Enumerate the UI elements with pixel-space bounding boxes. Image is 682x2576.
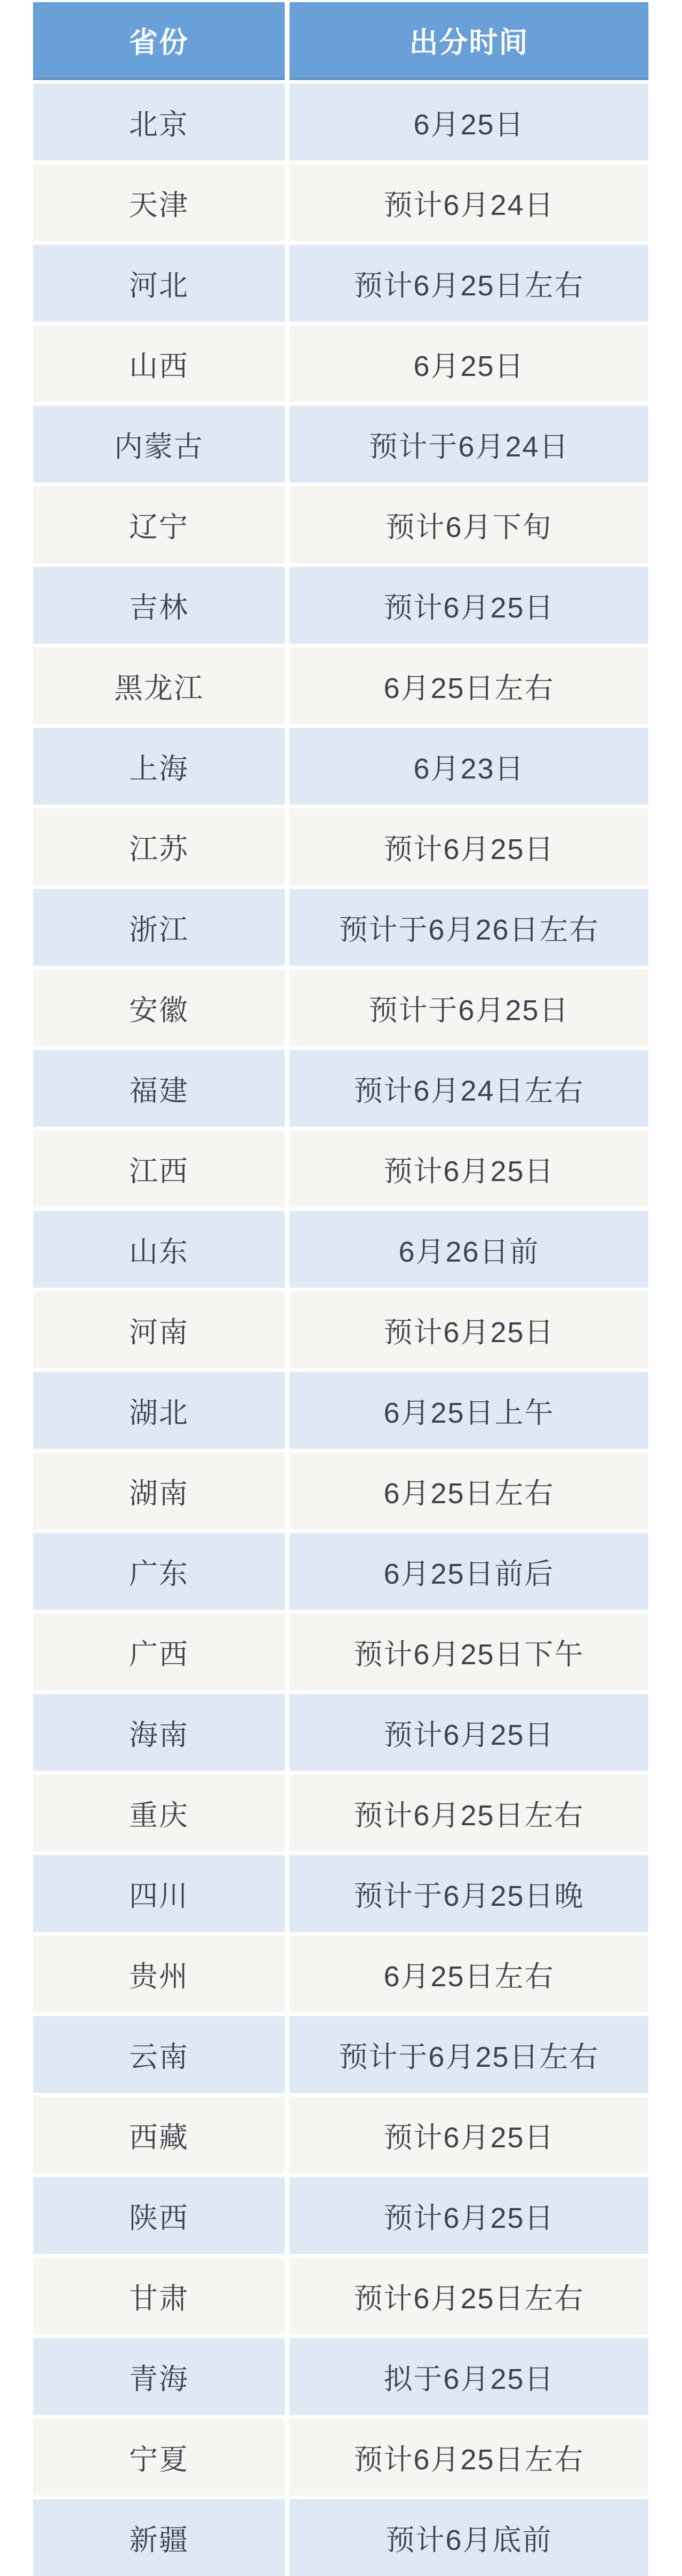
province-cell: 江西 — [33, 1130, 285, 1207]
province-cell: 宁夏 — [33, 2419, 285, 2495]
province-cell: 辽宁 — [33, 486, 285, 563]
time-cell: 预计6月底前 — [290, 2499, 648, 2576]
province-cell: 福建 — [33, 1050, 285, 1127]
time-cell: 预计6月25日左右 — [290, 2258, 648, 2334]
province-cell: 四川 — [33, 1855, 285, 1932]
time-cell: 预计6月25日 — [290, 2097, 648, 2173]
time-cell: 预计6月25日 — [290, 808, 648, 885]
time-cell: 6月26日前 — [290, 1211, 648, 1288]
province-cell: 河北 — [33, 245, 285, 322]
province-cell: 西藏 — [33, 2097, 285, 2173]
time-cell: 预计6月下旬 — [290, 486, 648, 563]
time-cell: 6月25日前后 — [290, 1533, 648, 1610]
time-cell: 预计6月25日 — [290, 567, 648, 644]
province-cell: 山西 — [33, 325, 285, 402]
time-cell: 拟于6月25日 — [290, 2338, 648, 2415]
time-cell: 预计6月24日左右 — [290, 1050, 648, 1127]
province-cell: 江苏 — [33, 808, 285, 885]
province-cell: 青海 — [33, 2338, 285, 2415]
score-release-table — [33, 2, 648, 2576]
province-cell: 海南 — [33, 1694, 285, 1771]
time-cell: 预计于6月25日晚 — [290, 1855, 648, 1932]
province-cell: 河南 — [33, 1291, 285, 1368]
province-cell: 广东 — [33, 1533, 285, 1610]
time-cell: 预计6月25日 — [290, 1291, 648, 1368]
time-cell: 6月25日左右 — [290, 1452, 648, 1529]
province-cell: 陕西 — [33, 2177, 285, 2254]
time-cell: 6月23日 — [290, 728, 648, 805]
province-cell: 贵州 — [33, 1936, 285, 2012]
time-cell: 预计6月25日左右 — [290, 245, 648, 322]
province-cell: 广西 — [33, 1614, 285, 1690]
time-cell: 6月25日 — [290, 84, 648, 161]
province-cell: 上海 — [33, 728, 285, 805]
time-cell: 6月25日左右 — [290, 1936, 648, 2012]
time-cell: 预计于6月25日 — [290, 969, 648, 1046]
province-cell: 浙江 — [33, 889, 285, 966]
time-cell: 预计6月25日 — [290, 1694, 648, 1771]
province-cell: 新疆 — [33, 2499, 285, 2576]
time-cell: 预计6月25日左右 — [290, 1775, 648, 1851]
province-cell: 重庆 — [33, 1775, 285, 1851]
province-cell: 甘肃 — [33, 2258, 285, 2334]
header-release-time: 出分时间 — [290, 2, 648, 80]
time-cell: 预计6月25日左右 — [290, 2419, 648, 2495]
time-cell: 预计于6月24日 — [290, 406, 648, 483]
province-cell: 内蒙古 — [33, 406, 285, 483]
time-cell: 预计于6月26日左右 — [290, 889, 648, 966]
province-cell: 黑龙江 — [33, 647, 285, 724]
province-cell: 湖南 — [33, 1452, 285, 1529]
time-cell: 预计6月25日 — [290, 1130, 648, 1207]
time-cell: 预计于6月25日左右 — [290, 2016, 648, 2093]
province-cell: 安徽 — [33, 969, 285, 1046]
province-cell: 天津 — [33, 164, 285, 241]
province-cell: 山东 — [33, 1211, 285, 1288]
header-province: 省份 — [33, 2, 285, 80]
time-cell: 6月25日上午 — [290, 1372, 648, 1449]
province-cell: 北京 — [33, 84, 285, 161]
province-cell: 云南 — [33, 2016, 285, 2093]
time-cell: 6月25日 — [290, 325, 648, 402]
time-cell: 预计6月25日下午 — [290, 1614, 648, 1690]
time-cell: 6月25日左右 — [290, 647, 648, 724]
province-cell: 湖北 — [33, 1372, 285, 1449]
province-cell: 吉林 — [33, 567, 285, 644]
time-cell: 预计6月25日 — [290, 2177, 648, 2254]
time-cell: 预计6月24日 — [290, 164, 648, 241]
